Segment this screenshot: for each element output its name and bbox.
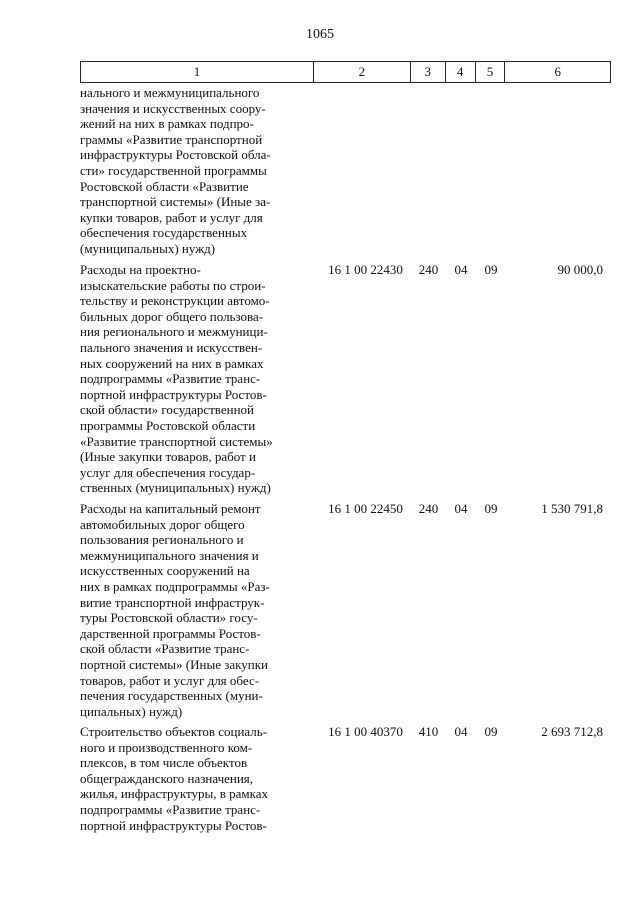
row-section: 04 <box>454 262 468 277</box>
row-section: 04 <box>454 724 468 739</box>
header-col-2: 2 <box>314 62 411 82</box>
header-col-4: 4 <box>446 62 476 82</box>
row-expense-type: 240 <box>418 262 439 277</box>
row-subsection <box>476 85 506 257</box>
row-description: Строительство объектов социаль- ного и производственного ком- плексов, в том числе объектов общегражданского назначения, жилья, инфраструктуры, в рамках подпрограммы «Развитие транс- портной инфраструктуры Ростов- <box>80 724 269 833</box>
table-row <box>80 85 611 257</box>
row-code <box>314 85 411 257</box>
row-code: 16 1 00 22430 <box>328 262 403 277</box>
row-expense-type: 240 <box>418 501 439 516</box>
row-sum: 2 693 712,8 <box>541 724 603 739</box>
row-subsection: 09 <box>484 724 498 739</box>
row-description: Расходы на проектно- изыскательские работы по строи- тельству и реконструкции автомо- бильных дорог общего пользова- ния регионального и межмуници- пального значения и искусствен- ных сооружений на них в рамках подпрограммы «Развитие транс- портной инфраструктуры Ростов- ской области» государственной программы Ростовской области «Развитие транспортной системы» (Иные закупки товаров, работ и услуг для обеспечения государ- ственных (муниципальных) нужд) <box>80 262 273 496</box>
row-sum: 1 530 791,8 <box>541 501 603 516</box>
table-row <box>80 724 611 833</box>
row-subsection: 09 <box>484 501 498 516</box>
budget-table <box>80 61 611 83</box>
row-description: Расходы на капитальный ремонт автомобильных дорог общего пользования регионального и межмуниципального значения и искусственных сооружений на них в рамках подпрограммы «Раз- витие транспортной инфраструк- туры Ростовской области» госу- дарственной программы Ростов- ской области «Развитие транс- портной системы» (Иные закупки товаров, работ и услуг для обес- печения государственных (муни- ципальных) нужд) <box>80 501 270 719</box>
row-expense-type: 410 <box>418 724 439 739</box>
header-col-3: 3 <box>411 62 446 82</box>
row-section: 04 <box>454 501 468 516</box>
header-col-6: 6 <box>554 64 561 79</box>
header-col-5: 5 <box>476 62 506 82</box>
table-row <box>80 262 611 496</box>
row-section <box>446 85 476 257</box>
row-code: 16 1 00 40370 <box>328 724 403 739</box>
row-expense-type <box>411 85 446 257</box>
row-subsection: 09 <box>484 262 498 277</box>
table-header-row <box>80 61 611 83</box>
row-description: нального и межмуниципального значения и искусственных соору- жений на них в рамках подпро- граммы «Развитие транспортной инфраструктуры Ростовской обла- сти» государственной программы Ростовской области «Развитие транспортной системы» (Иные за- купки товаров, работ и услуг для обеспечения государственных (муниципальных) нужд) <box>80 85 271 256</box>
page-number: 1065 <box>306 27 334 42</box>
row-sum: 90 000,0 <box>557 262 603 277</box>
table-row <box>80 501 611 719</box>
header-col-1: 1 <box>81 62 314 82</box>
row-sum <box>506 85 611 257</box>
row-code: 16 1 00 22450 <box>328 501 403 516</box>
